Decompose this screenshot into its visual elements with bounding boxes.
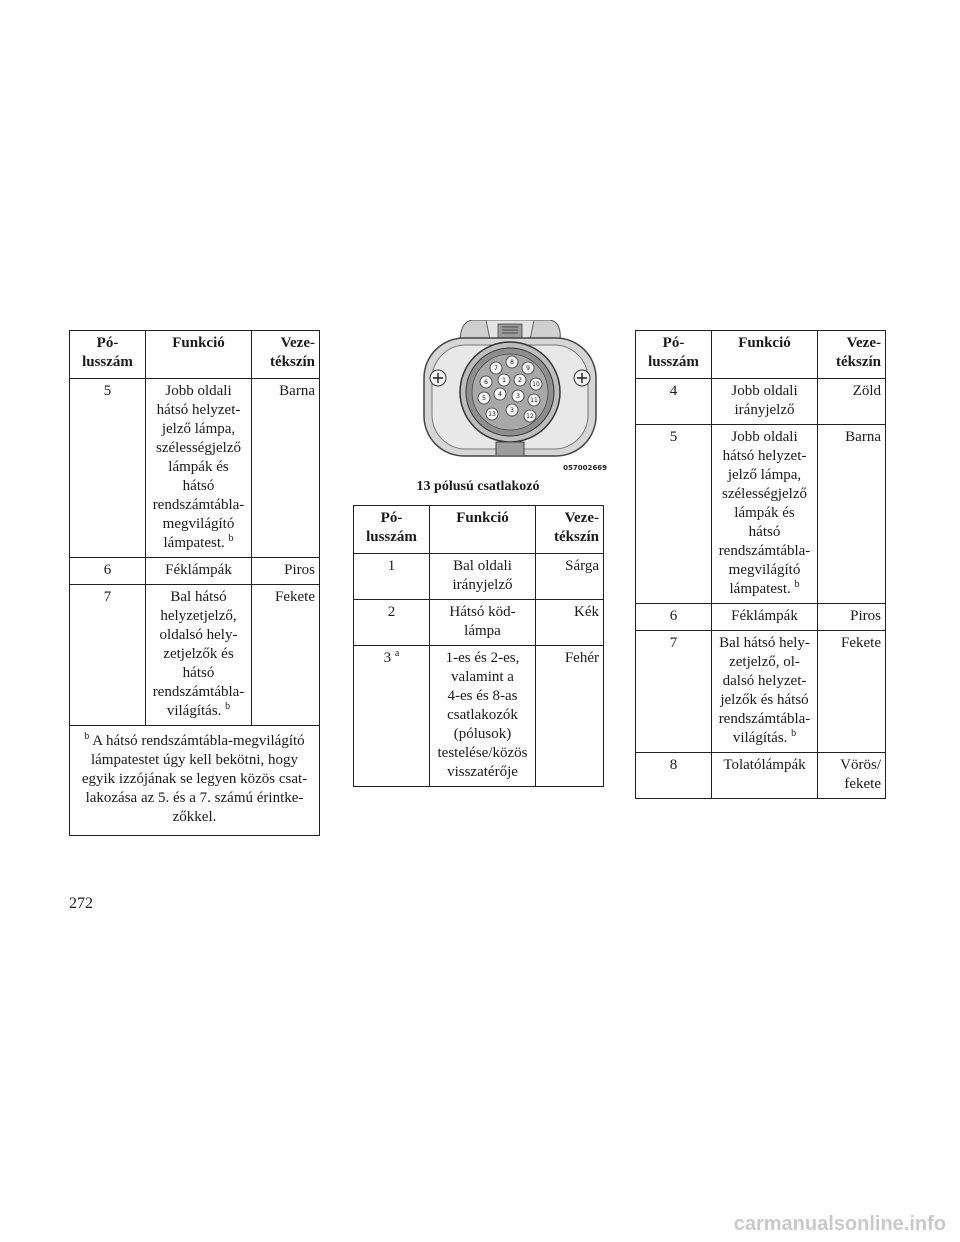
function-text: Jobb oldali irányjelző [712,379,818,425]
table-row [636,604,886,631]
header-wire-color: Veze- tékszín [818,331,886,379]
function-text: Hátsó köd- lámpa [430,600,536,646]
header-pin: Pó- lusszám [70,331,146,379]
table-row [636,425,886,604]
header-function: Funkció [146,331,252,379]
pin-table-middle [353,505,604,787]
svg-text:12: 12 [526,413,534,420]
svg-text:10: 10 [532,381,540,388]
footnote-mark: b [84,731,90,742]
footnote-row [70,726,320,836]
footnote-text: A hátsó rendszámtábla-megvilágító lámpatestet úgy kell bekötni, hogy egyik izzójának se legyen közös csat-lakozása az 5. és a 7. számú érintke-zőkkel. [81,733,308,825]
table-row [636,753,886,799]
table-row [354,600,604,646]
pin-cell [354,646,430,787]
header-pin: Pó- lusszám [354,506,430,554]
pin-table-right [635,330,886,799]
header-wire-color: Veze- tékszín [252,331,320,379]
table-row [354,646,604,787]
pin-number: 7 [636,631,712,753]
function-cell [146,379,252,558]
wire-color: Fehér [536,646,604,787]
header-function: Funkció [430,506,536,554]
footnote-ref: b [794,579,800,590]
table-row [636,631,886,753]
wire-color: Piros [252,558,320,585]
figure-code: 057002669 [563,464,607,472]
function-text: Tolatólámpák [712,753,818,799]
wire-color: Fekete [818,631,886,753]
function-text: 1-es és 2-es, valamint a 4-es és 8-as csatlakozók (pólusok) testelése/közös visszatérője [430,646,536,787]
table-row [70,585,320,726]
svg-text:2: 2 [518,377,522,384]
pin-number: 7 [70,585,146,726]
table-row [70,558,320,585]
table-header-row [636,331,886,379]
footnote-ref: a [394,648,400,659]
watermark: carmanualsonline.info [733,1213,946,1235]
function-text: Bal hátsó helyzetjelző, oldalsó hely- zetjelzők és hátsó rendszámtábla- világítás. [152,589,245,719]
svg-text:3: 3 [510,407,514,414]
table-header-row [70,331,320,379]
table-row [354,554,604,600]
function-text: Jobb oldali hátsó helyzet- jelző lámpa, szélességjelző lámpák és hátsó rendszámtábla- megvilágító lámpatest. [152,383,245,551]
table-row [636,379,886,425]
footnote-ref: b [228,533,234,544]
pin-number: 6 [70,558,146,585]
pin-number: 4 [636,379,712,425]
svg-text:4: 4 [498,391,502,398]
page-number: 272 [69,895,93,912]
wire-color: Zöld [818,379,886,425]
pin-number: 6 [636,604,712,631]
wire-color: Vörös/ fekete [818,753,886,799]
svg-text:3: 3 [516,393,520,400]
function-text: Féklámpák [165,562,232,578]
function-text: Jobb oldali hátsó helyzet- jelző lámpa, szélességjelző lámpák és hátsó rendszámtábla- megvilágító lámpatest. [718,429,811,597]
pin-number: 5 [636,425,712,604]
footnote [70,726,320,836]
footnote-ref: b [791,728,797,739]
svg-text:8: 8 [510,359,514,366]
svg-text:5: 5 [482,395,486,402]
wire-color: Barna [252,379,320,558]
wire-color: Sárga [536,554,604,600]
function-cell [712,631,818,753]
svg-text:9: 9 [526,365,530,372]
pin-number: 3 [383,650,392,666]
wire-color: Barna [818,425,886,604]
function-cell [146,585,252,726]
function-cell [712,425,818,604]
svg-text:1: 1 [502,377,506,384]
svg-text:6: 6 [484,379,488,386]
function-text: Bal oldali irányjelző [430,554,536,600]
pin-number: 8 [636,753,712,799]
header-function: Funkció [712,331,818,379]
table-header-row [354,506,604,554]
pin-table-left [69,330,320,836]
wire-color: Fekete [252,585,320,726]
function-text: Bal hátsó hely- zetjelző, ol- dalsó helyzet- jelzők és hátsó rendszámtábla- világítás. [718,635,811,746]
wire-color: Kék [536,600,604,646]
svg-text:13: 13 [488,411,496,418]
pin-number: 2 [354,600,430,646]
connector-13-pin-figure [410,320,610,475]
svg-text:7: 7 [494,365,498,372]
function-cell [146,558,252,585]
pin-number: 5 [70,379,146,558]
pin-number: 1 [354,554,430,600]
wire-color: Piros [818,604,886,631]
footnote-ref: b [225,701,231,712]
table-row [70,379,320,558]
figure-caption: 13 pólusú csatlakozó [416,479,540,494]
function-text: Féklámpák [712,604,818,631]
header-pin: Pó- lusszám [636,331,712,379]
header-wire-color: Veze- tékszín [536,506,604,554]
svg-text:11: 11 [530,397,538,404]
